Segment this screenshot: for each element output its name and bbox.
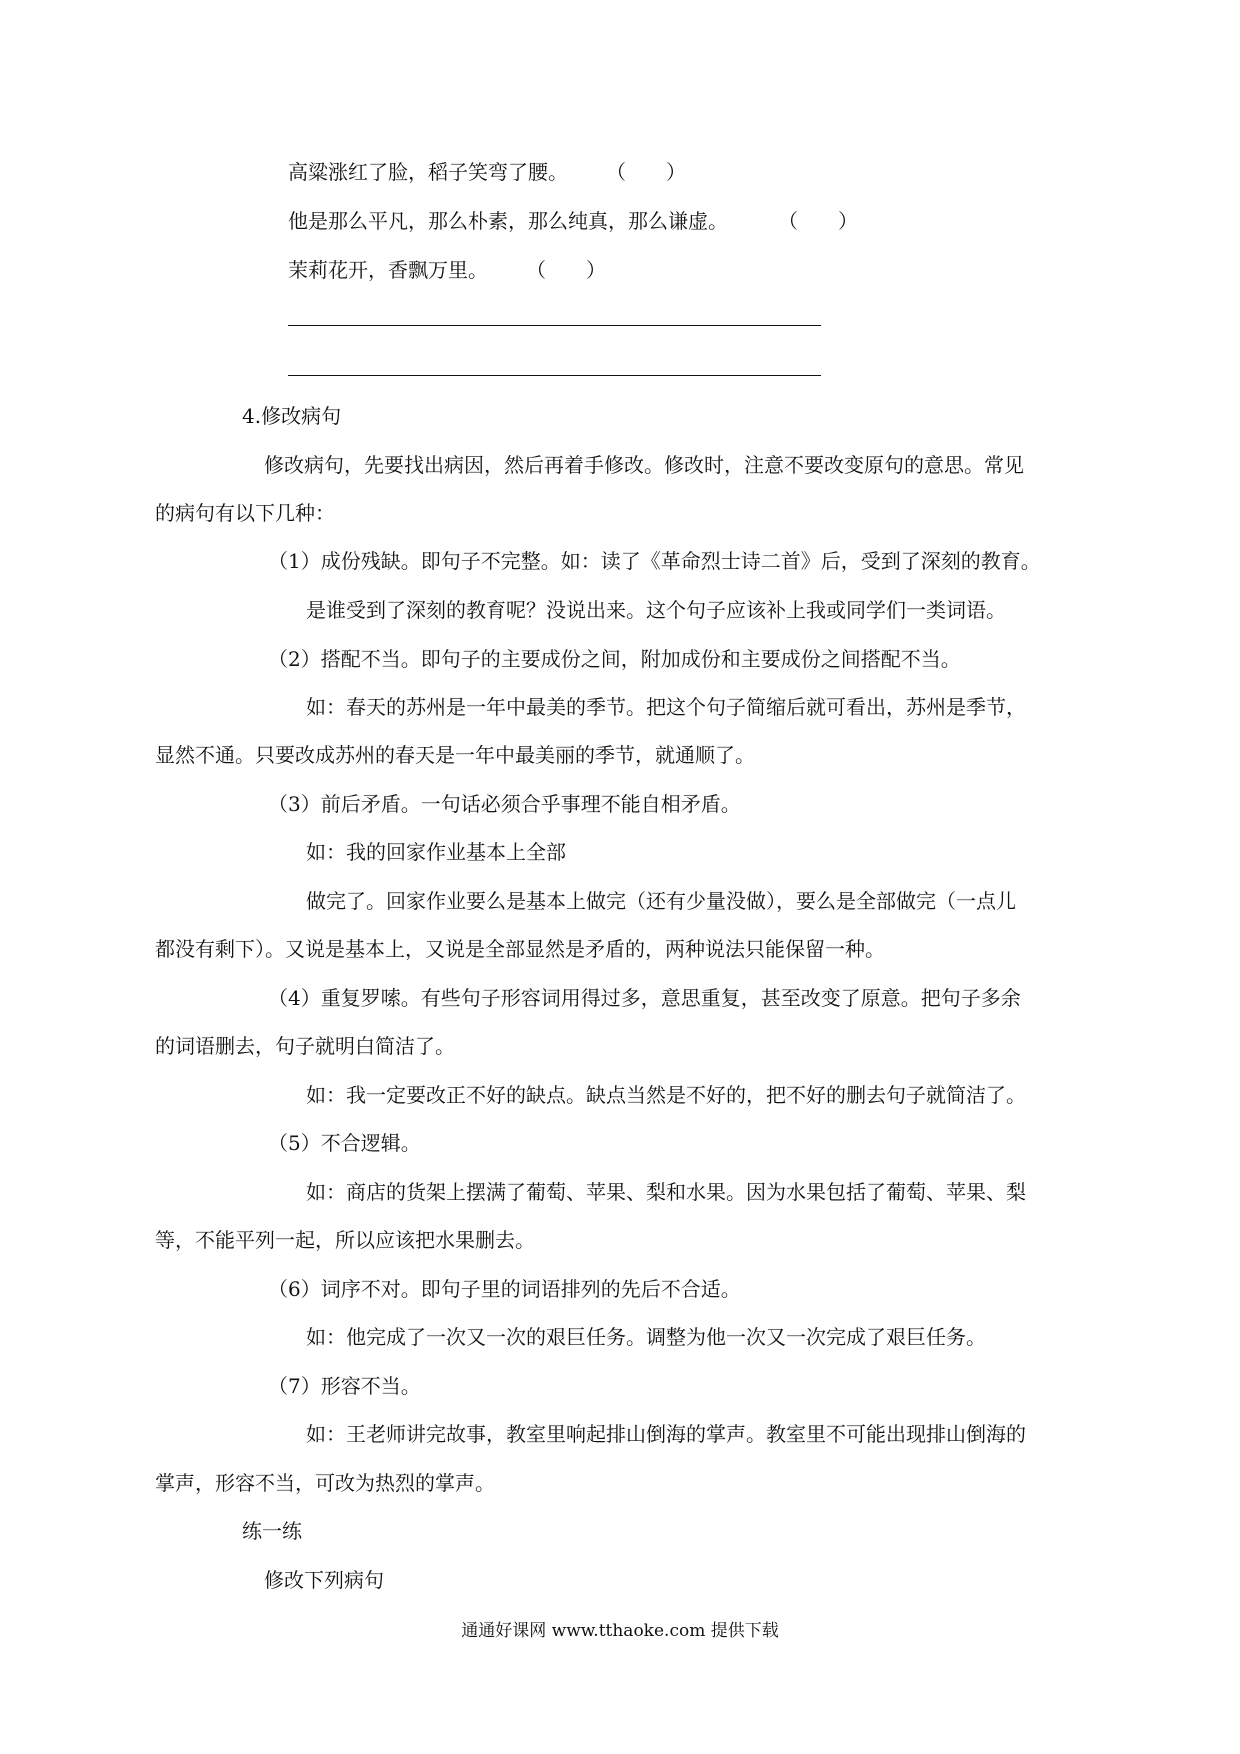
paragraph-line: 如：我的回家作业基本上全部: [306, 840, 566, 864]
paragraph-line: 如：王老师讲完故事，教室里响起排山倒海的掌声。教室里不可能出现排山倒海的: [306, 1422, 1026, 1446]
section-heading: 4.修改病句: [242, 404, 342, 428]
exercise-sentence: 高粱涨红了脸，稻子笑弯了腰。: [288, 160, 568, 184]
practice-instruction: 修改下列病句: [264, 1568, 384, 1592]
list-item-title: （1）成份残缺。即句子不完整。如：读了《革命烈士诗二首》后，受到了深刻的教育。: [268, 549, 1041, 573]
answer-line[interactable]: [288, 375, 821, 376]
list-item-title: （4）重复罗嗦。有些句子形容词用得过多，意思重复，甚至改变了原意。把句子多余: [268, 986, 1021, 1010]
exercise-item-1: [288, 158, 686, 186]
list-item-title: （6）词序不对。即句子里的词语排列的先后不合适。: [268, 1277, 741, 1301]
list-item-title: （3）前后矛盾。一句话必须合乎事理不能自相矛盾。: [268, 792, 741, 816]
list-item-title: （7）形容不当。: [268, 1374, 421, 1398]
list-item-title: （5）不合逻辑。: [268, 1131, 421, 1155]
answer-blank[interactable]: （ ）: [778, 209, 858, 233]
paragraph-line: 的词语删去，句子就明白简洁了。: [155, 1034, 455, 1058]
paragraph-line: 做完了。回家作业要么是基本上做完（还有少量没做），要么是全部做完（一点儿: [306, 889, 1016, 913]
paragraph-line: 显然不通。只要改成苏州的春天是一年中最美丽的季节，就通顺了。: [155, 743, 755, 767]
paragraph-line: 等，不能平列一起，所以应该把水果删去。: [155, 1228, 535, 1252]
paragraph-line: 如：他完成了一次又一次的艰巨任务。调整为他一次又一次完成了艰巨任务。: [306, 1325, 986, 1349]
paragraph-line: 掌声，形容不当，可改为热烈的掌声。: [155, 1471, 495, 1495]
page-footer: 通通好课网 www.tthaoke.com 提供下载: [461, 1621, 779, 1641]
paragraph-line: 修改病句，先要找出病因，然后再着手修改。修改时，注意不要改变原句的意思。常见: [264, 453, 1024, 477]
exercise-sentence: 他是那么平凡，那么朴素，那么纯真，那么谦虚。: [288, 209, 728, 233]
answer-blank[interactable]: （ ）: [526, 258, 606, 282]
list-item-title: （2）搭配不当。即句子的主要成份之间，附加成份和主要成份之间搭配不当。: [268, 647, 961, 671]
exercise-sentence: 茉莉花开，香飘万里。: [288, 258, 488, 282]
answer-line[interactable]: [288, 325, 821, 326]
paragraph-line: 都没有剩下）。又说是基本上，又说是全部显然是矛盾的，两种说法只能保留一种。: [155, 937, 885, 961]
answer-blank[interactable]: （ ）: [606, 160, 686, 184]
practice-heading: 练一练: [242, 1519, 302, 1543]
paragraph-line: 如：春天的苏州是一年中最美的季节。把这个句子简缩后就可看出，苏州是季节，: [306, 695, 1026, 719]
exercise-item-3: [288, 256, 606, 284]
paragraph-line: 的病句有以下几种：: [155, 501, 335, 525]
exercise-item-2: [288, 207, 858, 235]
paragraph-line: 是谁受到了深刻的教育呢？没说出来。这个句子应该补上我或同学们一类词语。: [306, 598, 1006, 622]
paragraph-line: 如：我一定要改正不好的缺点。缺点当然是不好的，把不好的删去句子就简洁了。: [306, 1083, 1026, 1107]
paragraph-line: 如：商店的货架上摆满了葡萄、苹果、梨和水果。因为水果包括了葡萄、苹果、梨: [306, 1180, 1026, 1204]
